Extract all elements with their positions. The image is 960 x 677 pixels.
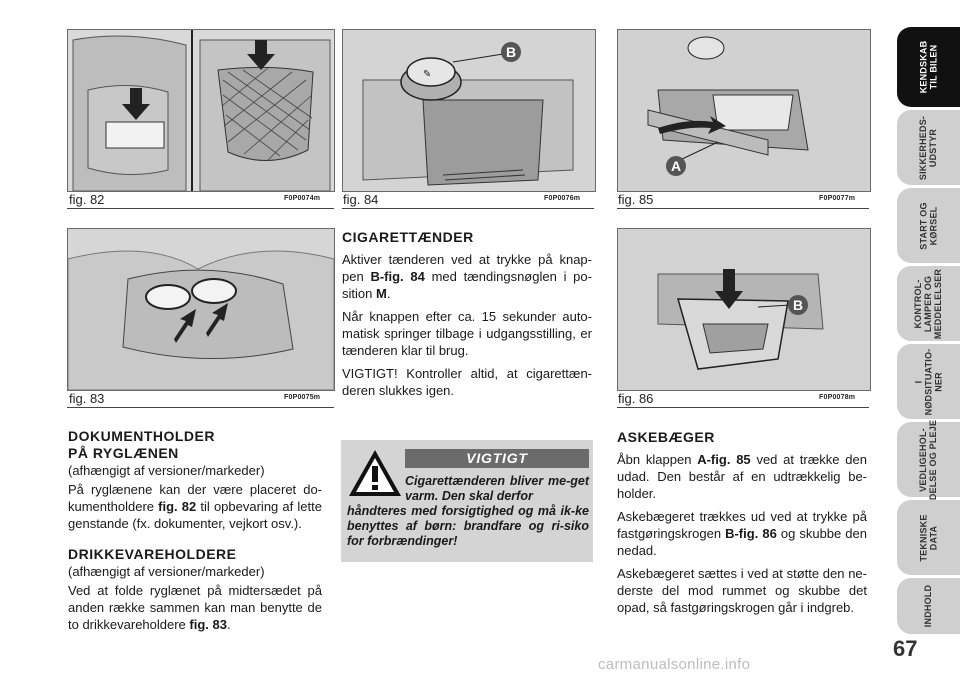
figure-82-caption: fig. 82 bbox=[69, 192, 105, 207]
ashtray-p1-a: Åbn klappen bbox=[617, 452, 698, 467]
figure-83-caption: fig. 83 bbox=[69, 391, 105, 406]
figure-82-image bbox=[67, 29, 335, 192]
ashtray-heading: ASKEBÆGER bbox=[617, 429, 715, 445]
ashtray-p2-b: og skubbe den nedad. bbox=[617, 526, 867, 558]
figure-83-code: F0P0075m bbox=[284, 394, 321, 401]
ashtray-p3: Askebægeret sættes i ved at støtte den ne-derste del mod rummet og skubbe det opad, så fastgøringskrogen går i indgreb. bbox=[617, 566, 867, 615]
figure-86-caption: fig. 86 bbox=[618, 391, 654, 406]
drink-holder-text-a: Ved at folde ryglænet på midtersædet på anden række sammen kan man benytte de to drikkevareholdere bbox=[68, 583, 322, 632]
tab-kontrollamper-label: KONTROL- LAMPER OG MEDDELELSER bbox=[913, 268, 944, 339]
watermark: carmanualsonline.info bbox=[598, 656, 751, 673]
drink-holder-heading: DRIKKEVAREHOLDERE bbox=[68, 546, 237, 562]
ashtray-p1-b: ved at trække den udad. Den består af en udtrækkelig be-holder. bbox=[617, 452, 867, 501]
tab-nodsituationer[interactable] bbox=[897, 344, 960, 419]
tab-indhold[interactable] bbox=[897, 578, 960, 634]
drink-holder-text bbox=[68, 582, 322, 633]
doc-holder-fig-ref: fig. 82 bbox=[158, 499, 197, 514]
figure-84-callout: B bbox=[506, 44, 517, 60]
warning-title: VIGTIGT bbox=[405, 449, 589, 468]
lighter-p1-b: med tændingsnøglen i po-sition bbox=[342, 269, 592, 301]
tab-sikkerhed[interactable] bbox=[897, 110, 960, 185]
tab-kendskab-label: KENDSKAB TIL BILEN bbox=[918, 40, 939, 94]
doc-holder-heading-1: DOKUMENTHOLDER bbox=[68, 428, 215, 444]
tab-tekniske-data[interactable] bbox=[897, 500, 960, 575]
drink-holder-sub: (afhængigt af versioner/markeder) bbox=[68, 564, 265, 579]
tab-vedligeholdelse[interactable] bbox=[897, 419, 960, 500]
lighter-p1 bbox=[342, 251, 592, 302]
figure-85-image bbox=[617, 29, 871, 192]
cigarette-lighter-illustration bbox=[343, 30, 595, 191]
doc-holder-heading-2: PÅ RYGLÆNEN bbox=[68, 445, 179, 461]
figure-86-rule bbox=[617, 407, 869, 408]
warning-box bbox=[341, 440, 593, 562]
figure-85-callout: A bbox=[671, 158, 682, 174]
tab-tekniske-data-label: TEKNISKE DATA bbox=[918, 513, 939, 562]
figure-83-image bbox=[67, 228, 335, 391]
drink-holder-text-b: . bbox=[226, 617, 231, 632]
lighter-heading: CIGARETTÆNDER bbox=[342, 229, 474, 245]
lighter-key-position: M bbox=[375, 286, 387, 301]
tab-kontrollamper[interactable] bbox=[897, 266, 960, 341]
lighter-p2: Når knappen efter ca. 15 sekunder auto-matisk springer tilbage i udgangsstilling, er tænderen klar til brug. bbox=[342, 309, 592, 358]
ashtray-fig86-ref: B-fig. 86 bbox=[725, 526, 777, 541]
figure-84-caption: fig. 84 bbox=[343, 192, 379, 207]
right-column bbox=[617, 429, 867, 616]
lighter-p1-c: . bbox=[386, 286, 391, 301]
figure-85-caption: fig. 85 bbox=[618, 192, 654, 207]
warning-text-b: håndteres med forsigtighed og må ik-ke benyttes af børn: brandfare og ri-siko for forbrændinger! bbox=[347, 504, 589, 548]
left-column bbox=[68, 428, 322, 633]
ashtray-p2 bbox=[617, 508, 867, 559]
doc-holder-text bbox=[68, 481, 322, 532]
ashtray-fig85-ref: A-fig. 85 bbox=[697, 452, 751, 467]
warning-text bbox=[347, 474, 589, 549]
figure-86-callout: B bbox=[793, 297, 804, 313]
tab-start[interactable] bbox=[897, 188, 960, 263]
figure-83-rule bbox=[67, 407, 334, 408]
lighter-fig-ref: B-fig. 84 bbox=[370, 269, 425, 284]
svg-text:✎: ✎ bbox=[423, 69, 432, 80]
figure-84-image bbox=[342, 29, 596, 192]
ashtray-removal-illustration bbox=[618, 229, 870, 390]
ashtray-p2-a: Askebægeret trækkes ud ved at trykke på fastgøringskrogen bbox=[617, 509, 867, 541]
tab-vedligeholdelse-label: VEDLIGEHOL- DELSE OG PLEJE bbox=[918, 419, 939, 500]
doc-holder-text-b: til opbevaring af lette genstande (fx. dokumenter, vejkort osv.). bbox=[68, 499, 322, 531]
lighter-p1-a: Aktiver tænderen ved at trykke på knap-pen bbox=[342, 252, 592, 284]
tab-start-label: START OG KØRSEL bbox=[918, 201, 939, 250]
tab-indhold-label: INDHOLD bbox=[923, 584, 934, 628]
lighter-p3: VIGTIGT! Kontroller altid, at cigarettæn-deren slukkes igen. bbox=[342, 366, 592, 398]
warning-text-a: Cigarettænderen bliver me-get varm. Den skal derfor bbox=[405, 474, 589, 503]
drink-holder-fig-ref: fig. 83 bbox=[189, 617, 227, 632]
middle-column bbox=[342, 229, 592, 399]
page-number: 67 bbox=[893, 636, 918, 661]
tab-kendskab[interactable] bbox=[897, 27, 960, 107]
tab-sikkerhed-label: SIKKERHEDS- UDSTYR bbox=[918, 115, 939, 180]
figure-82-code: F0P0074m bbox=[284, 195, 321, 202]
figure-85-code: F0P0077m bbox=[819, 195, 856, 202]
figure-82-rule bbox=[67, 208, 334, 209]
figure-84-code: F0P0076m bbox=[544, 195, 581, 202]
tab-nodsituationer-label: I NØDSITUATIO- NER bbox=[913, 348, 944, 415]
figure-85-rule bbox=[617, 208, 869, 209]
figure-86-image bbox=[617, 228, 871, 391]
doc-holder-sub: (afhængigt af versioner/markeder) bbox=[68, 463, 265, 478]
doc-holder-text-a: På ryglænene kan der være placeret do-kumentholdere bbox=[68, 482, 322, 514]
ashtray-p1 bbox=[617, 451, 867, 502]
figure-86-code: F0P0078m bbox=[819, 394, 856, 401]
ashtray-open-illustration bbox=[618, 30, 870, 191]
figure-84-rule bbox=[342, 208, 594, 209]
cupholder-illustration bbox=[68, 229, 334, 390]
seat-document-holder-illustration bbox=[68, 30, 334, 191]
